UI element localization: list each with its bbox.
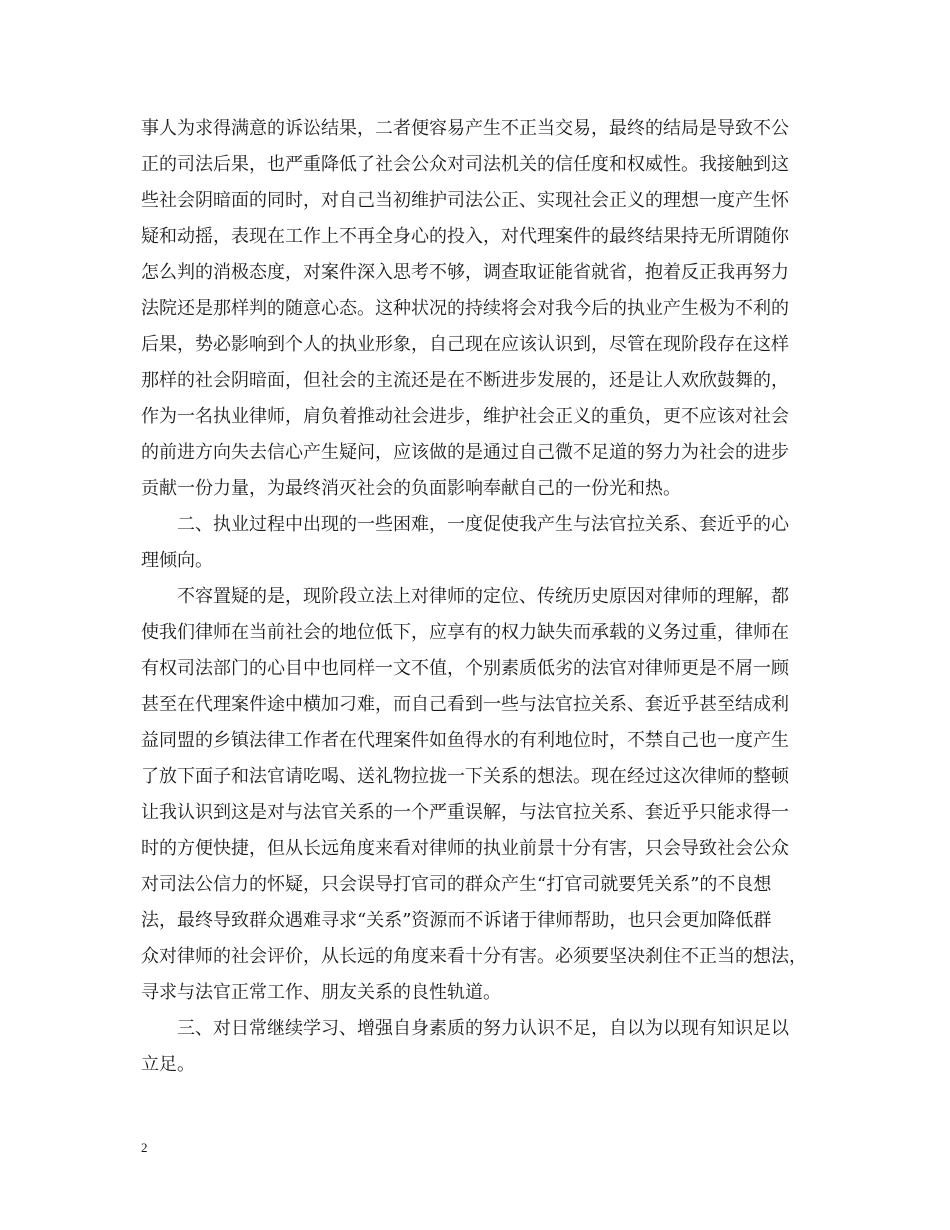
section-heading-line: 三、对日常继续学习、增强自身素质的努力认识不足，自以为以现有知识足以 (177, 1018, 789, 1039)
text-line: 事人为求得满意的诉讼结果，二者便容易产生不正当交易，最终的结局是导致不公 (141, 118, 789, 139)
text-line: 疑和动摇，表现在工作上不再全身心的投入，对代理案件的最终结果持无所谓随你 (141, 226, 789, 247)
text-line: 对司法公信力的怀疑，只会误导打官司的群众产生“打官司就要凭关系”的不良想 (141, 874, 772, 895)
text-line: 法院还是那样判的随意心态。这种状况的持续将会对我今后的执业产生极为不利的 (141, 298, 789, 319)
text-line: 寻求与法官正常工作、朋友关系的良性轨道。 (141, 982, 501, 1003)
text-line: 作为一名执业律师，肩负着推动社会进步，维护社会正义的重负，更不应该对社会 (141, 406, 789, 427)
text-line: 后果，势必影响到个人的执业形象，自己现在应该认识到，尽管在现阶段存在这样 (141, 334, 789, 355)
text-line: 不容置疑的是，现阶段立法上对律师的定位、传统历史原因对律师的理解，都 (177, 586, 789, 607)
text-line: 让我认识到这是对与法官关系的一个严重误解，与法官拉关系、套近乎只能求得一 (141, 802, 789, 823)
text-line: 有权司法部门的心目中也同样一文不值，个别素质低劣的法官对律师更是不屑一顾 (141, 658, 789, 679)
text-line: 那样的社会阴暗面，但社会的主流还是在不断进步发展的，还是让人欢欣鼓舞的， (141, 370, 789, 391)
text-line: 时的方便快捷，但从长远角度来看对律师的执业前景十分有害，只会导致社会公众 (141, 838, 789, 859)
text-line: 的前进方向失去信心产生疑问，应该做的是通过自己微不足道的努力为社会的进步 (141, 442, 789, 463)
text-line: 了放下面子和法官请吃喝、送礼物拉拢一下关系的想法。现在经过这次律师的整顿 (141, 766, 789, 787)
text-line: 众对律师的社会评价，从长远的角度来看十分有害。必须要坚决刹住不正当的想法， (141, 946, 807, 967)
text-line: 使我们律师在当前社会的地位低下，应享有的权力缺失而承载的义务过重，律师在 (141, 622, 789, 643)
text-line: 甚至在代理案件途中横加刁难，而自己看到一些与法官拉关系、套近乎甚至结成利 (141, 694, 789, 715)
text-line: 益同盟的乡镇法律工作者在代理案件如鱼得水的有利地位时，不禁自己也一度产生 (141, 730, 789, 751)
section-heading-line: 立足。 (141, 1054, 195, 1075)
section-heading-line: 理倾向。 (141, 550, 213, 571)
text-line: 贡献一份力量，为最终消灭社会的负面影响奉献自己的一份光和热。 (141, 478, 681, 499)
text-line: 正的司法后果，也严重降低了社会公众对司法机关的信任度和权威性。我接触到这 (141, 154, 789, 175)
text-line: 法，最终导致群众遇难寻求“关系”资源而不诉诸于律师帮助，也只会更加降低群 (141, 910, 772, 931)
section-heading-line: 二、执业过程中出现的一些困难，一度促使我产生与法官拉关系、套近乎的心 (177, 514, 789, 535)
page-number: 2 (141, 1140, 148, 1155)
text-line: 些社会阴暗面的同时，对自己当初维护司法公正、实现社会正义的理想一度产生怀 (141, 190, 789, 211)
text-line: 怎么判的消极态度，对案件深入思考不够，调查取证能省就省，抱着反正我再努力 (141, 262, 789, 283)
